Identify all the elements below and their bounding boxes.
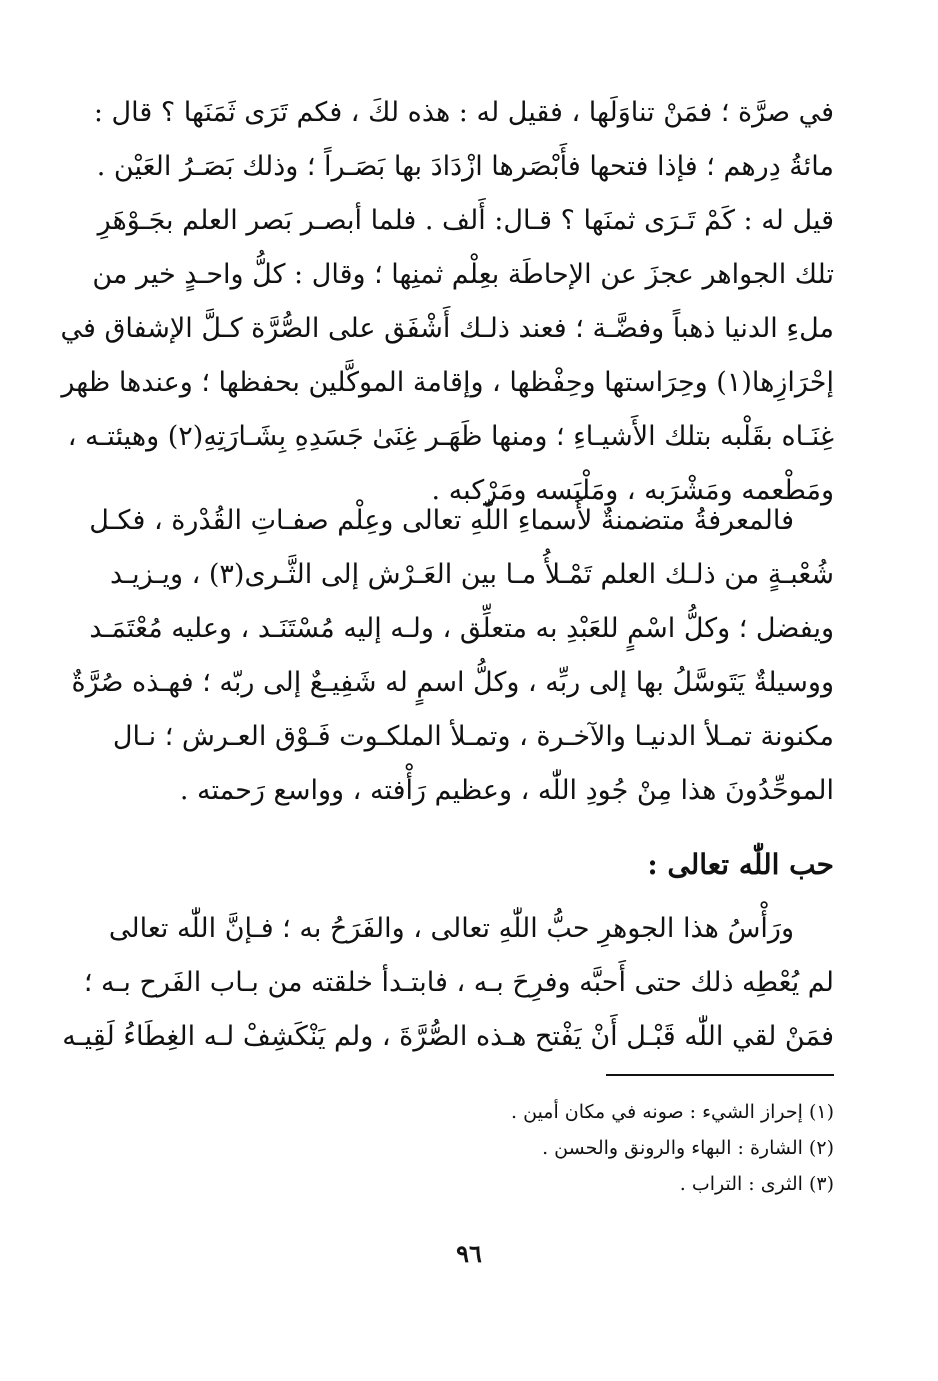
paragraph-2 <box>71 494 834 818</box>
text-line: فالمعرفةُ متضمنةٌ لأَسماءِ اللّٰهِ تعالى وعِلْم صفـاتِ القُدْرة ، فكـل <box>89 505 794 536</box>
page-number: ٩٦ <box>456 1239 482 1268</box>
text-line: ومَطْعمه ومَشْرَبه ، ومَلْبَسه ومَرْكبه . <box>431 475 834 506</box>
text-line: غِنَـاه بقَلْبه بتلك الأَشيـاءِ ؛ ومنها ظَهَـر غِنَىٰ جَسَدِهِ بِشَـارَتِهِ(٢) وهيئتـه ، <box>67 421 834 452</box>
text-line: فمَنْ لقي اللّٰه قَبْـل أَنْ يَفْتح هـذه الصُّرَّةَ ، ولم يَنْكَشِفْ لـه الغِطَاءُ لَقِيـه <box>62 1021 834 1052</box>
text-line: قيل له : كَمْ تَـرَى ثمنَها ؟ قـال: أَلف . فلما أبصـر بَصر العلم بجَـوْهَرِ <box>97 205 834 236</box>
text-line: تلك الجواهر عجزَ عن الإحاطَة بعِلْم ثمنِها ؛ وقال : كلُّ واحـدٍ خير من <box>92 259 834 290</box>
footnotes <box>122 1094 834 1202</box>
paragraph-1 <box>60 86 834 518</box>
footnote: (٢) الشارة : البهاء والرونق والحسن . <box>542 1137 834 1159</box>
footnote-divider <box>606 1074 834 1076</box>
text-line: الموحِّدُونَ هذا مِنْ جُودِ اللّٰه ، وعظيم رَأْفته ، وواسع رَحمته . <box>179 775 834 806</box>
text-line: ويفضل ؛ وكلُّ اسْمٍ للعَبْدِ به متعلِّق ، ولـه إليه مُسْتَنَـد ، وعليه مُعْتَمَـد <box>89 613 834 644</box>
section-heading: حب اللّٰه تعالى : <box>647 848 834 881</box>
text-line: مكنونة تمـلأ الدنيـا والآخـرة ، وتمـلأ الملكـوت فَـوْق العـرش ؛ نـال <box>112 721 834 752</box>
text-line: شُعْبـةٍ من ذلـك العلم تَمْـلأُ مـا بين العَـرْش إلى الثَّـرى(٣) ، ويـزيـد <box>110 559 834 590</box>
text-line: ورَأْسُ هذا الجوهرِ حبُّ اللّٰهِ تعالى ، والفَرَحُ به ؛ فـإنَّ اللّٰه تعالى <box>108 913 794 944</box>
text-line: مائةُ دِرهم ؛ فإذا فتحها فأَبْصَرها ازْدَادَ بها بَصَـراً ؛ وذلك بَصَـرُ العَيْن . <box>96 151 834 182</box>
footnote: (١) إحراز الشيء : صونه في مكان أمين . <box>511 1101 834 1123</box>
paragraph-3 <box>62 902 834 1064</box>
text-line: إحْرَازِها(١) وحِرَاستها وحِفْظها ، وإقامة الموكَّلين بحفظها ؛ وعندها ظهر <box>61 367 834 398</box>
text-line: لم يُعْطِه ذلك حتى أَحبَّه وفرِحَ بـه ، فابتـدأ خلقته من بـاب الفَرح بـه ؛ <box>83 967 834 998</box>
text-line: ووسيلةٌ يَتَوسَّلُ بها إلى ربِّه ، وكلُّ اسمٍ له شَفِيـعٌ إلى ربّه ؛ فهـذه صُرَّةٌ <box>71 667 834 698</box>
text-line: في صرَّة ؛ فمَنْ تناوَلَها ، فقيل له : هذه لكَ ، فكم تَرَى ثَمَنَها ؟ قال : <box>93 97 834 128</box>
text-line: ملءِ الدنيا ذهباً وفضَّـة ؛ فعند ذلـك أَشْفَق على الصُّرَّة كـلَّ الإشفاق في <box>60 313 834 344</box>
footnote: (٣) الثرى : التراب . <box>679 1173 834 1195</box>
